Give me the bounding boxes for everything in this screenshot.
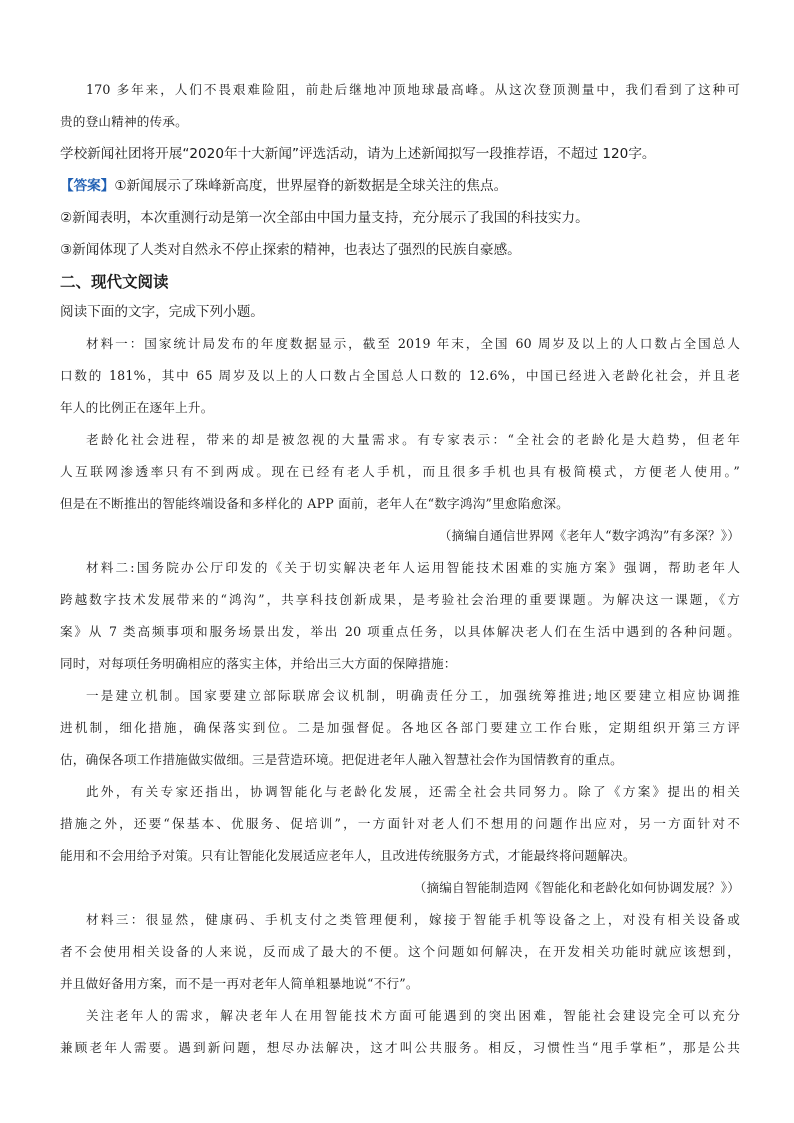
answer-point-1: ①新闻展示了珠峰新高度，世界屋脊的新数据是全球关注的焦点。 bbox=[114, 178, 508, 194]
answer-line-1 bbox=[60, 180, 740, 194]
intro-line-2: 贵的登山精神的传承。 bbox=[60, 114, 188, 129]
material1-p2-line-2: 人互联网渗透率只有不到两成。现在已经有老人手机，而且很多手机也具有极简模式，方便老人使用。” bbox=[60, 464, 740, 479]
material2-p2-line-1: 一是建立机制。国家要建立部际联席会议机制，明确责任分工，加强统筹推进;地区要建立相应协调推 bbox=[86, 688, 740, 703]
material2-p2-line-3: 估，确保各项工作措施做实做细。三是营造环境。把促进老年人融入智慧社会作为国情教育的重点。 bbox=[60, 752, 623, 767]
material3-p1-line-3: 并且做好备用方案，而不是一再对老年人简单粗暴地说“不行”。 bbox=[60, 976, 419, 991]
material2-p3-line-3: 能用和不会用给予对策。只有让智能化发展适应老年人，且改进传统服务方式，才能最终将问题解决。 bbox=[60, 848, 636, 863]
section-instruction: 阅读下面的文字，完成下列小题。 bbox=[60, 304, 264, 320]
answer-point-2: ②新闻表明，本次重测行动是第一次全部由中国力量支持，充分展示了我国的科技实力。 bbox=[60, 210, 589, 226]
material1-p1-line-3: 年人的比例正在逐年上升。 bbox=[60, 400, 214, 415]
material2-p2-line-2: 进机制，细化措施，确保落实到位。二是加强督促。各地区各部门要建立工作台账，定期组织开第三方评 bbox=[60, 720, 740, 735]
intro-line-1: 170 多年来，人们不畏艰难险阻，前赴后继地冲顶地球最高峰。从这次登顶测量中，我们看到了这种可 bbox=[86, 82, 740, 97]
material1-p2-line-3: 但是在不断推出的智能终端设备和多样化的 APP 面前，老年人在“数字鸿沟”里愈陷愈深。 bbox=[60, 496, 569, 511]
material3-p1-line-2: 者不会使用相关设备的人来说，反而成了最大的不便。这个问题如何解决，在开发相关功能时就应该想到， bbox=[60, 944, 740, 959]
material1-p1-line-2: 口数的 181%，其中 65 周岁及以上的人口数占全国总人口数的 12.6%，中国已经进入老龄化社会，并且老 bbox=[60, 368, 740, 383]
material1-source: （摘编自通信世界网《老年人“数字鸿沟”有多深？》） bbox=[438, 528, 740, 543]
material2-source: （摘编自智能制造网《智能化和老龄化如何协调发展？》） bbox=[413, 880, 740, 895]
material2-p1-line-1: 材料二:国务院办公厅印发的《关于切实解决老年人运用智能技术困难的实施方案》强调，帮助老年人 bbox=[86, 560, 740, 575]
answer-tag: 【答案】 bbox=[60, 178, 115, 194]
section-heading: 二、现代文阅读 bbox=[60, 273, 169, 291]
material3-p2-line-1: 关注老年人的需求，解决老年人在用智能技术方面可能遇到的突出困难，智能社会建设完全可以充分 bbox=[86, 1008, 740, 1023]
material3-p2-line-2: 兼顾老年人需要。遇到新问题，想尽办法解决，这才叫公共服务。相反，习惯性当“甩手掌柜”，那是公共 bbox=[60, 1040, 740, 1055]
material2-p3-line-2: 措施之外，还要“保基本、优服务、促培训”，一方面针对老人们不想用的问题作出应对，另一方面针对不 bbox=[60, 816, 740, 831]
question-text: 学校新闻社团将开展“2020年十大新闻”评选活动，请为上述新闻拟写一段推荐语，不超过 120字。 bbox=[60, 146, 656, 162]
material2-p1-line-2: 跨越数字技术发展带来的“鸿沟”，共享科技创新成果，是考验社会治理的重要课题。为解决这一课题，《方 bbox=[60, 592, 740, 607]
material1-p2-line-1: 老龄化社会进程，带来的却是被忽视的大量需求。有专家表示：“全社会的老龄化是大趋势，但老年 bbox=[86, 432, 740, 447]
answer-point-3: ③新闻体现了人类对自然永不停止探索的精神，也表达了强烈的民族自豪感。 bbox=[60, 242, 521, 258]
material1-p1-line-1: 材料一：国家统计局发布的年度数据显示，截至 2019 年末，全国 60 周岁及以上的人口数占全国总人 bbox=[86, 336, 740, 351]
material2-p1-line-3: 案》从 7 类高频事项和服务场景出发，举出 20 项重点任务，以具体解决老人们在生活中遇到的各种问题。 bbox=[60, 624, 740, 639]
material2-p1-line-4: 同时，对每项任务明确相应的落实主体，并给出三大方面的保障措施： bbox=[60, 656, 457, 671]
material3-p1-line-1: 材料三：很显然，健康码、手机支付之类管理便利，嫁接于智能手机等设备之上，对没有相关设备或 bbox=[86, 912, 740, 927]
material2-p3-line-1: 此外，有关专家还指出，协调智能化与老龄化发展，还需全社会共同努力。除了《方案》提出的相关 bbox=[86, 784, 740, 799]
